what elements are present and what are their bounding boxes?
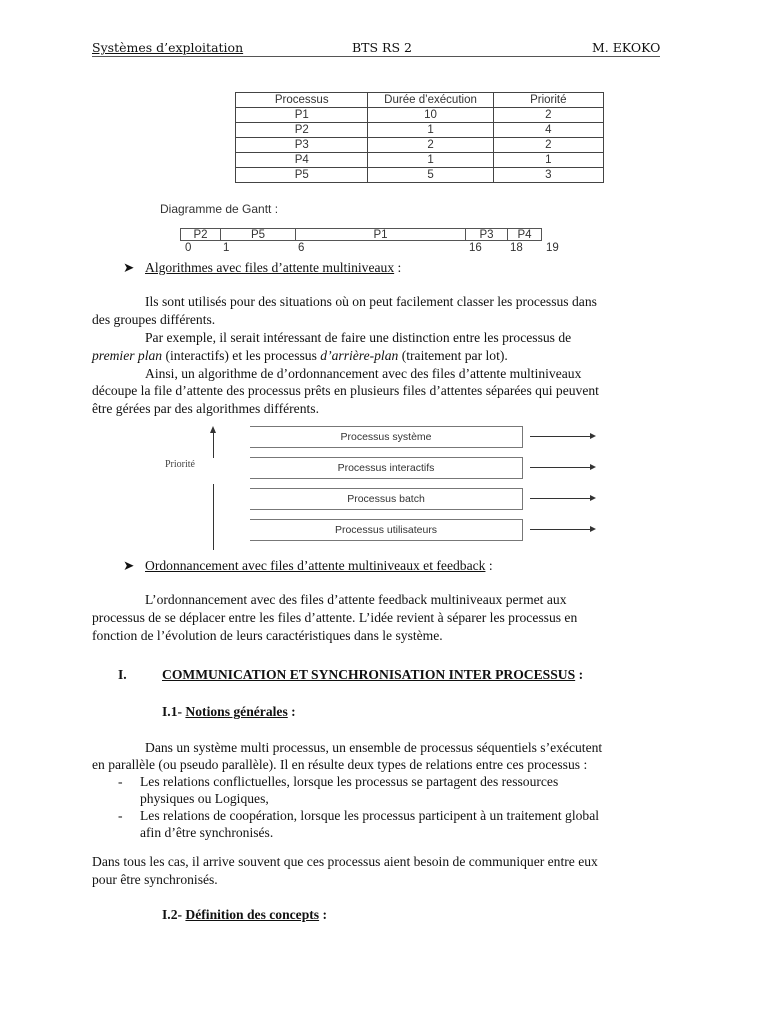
priority-arrow-icon: [213, 432, 214, 458]
section-number: I.: [118, 667, 127, 682]
header-rule: [92, 56, 660, 57]
cell: 2: [368, 138, 493, 153]
text-line: pour être synchronisés.: [92, 872, 218, 887]
cell: 2: [493, 108, 603, 123]
subsection-number: I.2-: [162, 907, 186, 922]
cell: P4: [236, 153, 368, 168]
header-class: BTS RS 2: [352, 40, 412, 55]
cell: 1: [493, 153, 603, 168]
text-line: des groupes différents.: [92, 312, 216, 327]
text-line: en parallèle (ou pseudo parallèle). Il en résulte deux types de relations entre ces processus :: [92, 757, 588, 772]
text-line: découpe la file d’attente des processus prêts en plusieurs files d’attentes séparées qui peuvent: [92, 383, 599, 398]
list-dash: -: [118, 808, 123, 823]
bullet-arrow-icon: ➤: [123, 260, 135, 275]
gantt-block: P3: [465, 228, 507, 241]
table-row: [236, 168, 604, 183]
text-line: Dans tous les cas, il arrive souvent que ces processus aient besoin de communiquer entre eux: [92, 854, 598, 869]
cell: P1: [236, 108, 368, 123]
colon: :: [575, 667, 584, 682]
gantt-tick: 16: [469, 242, 482, 254]
gantt-tick: 1: [223, 242, 230, 254]
cell: 5: [368, 168, 493, 183]
gantt-block: P5: [220, 228, 295, 241]
gantt-block: P4: [507, 228, 542, 241]
cell: 4: [493, 123, 603, 138]
colon: :: [287, 704, 296, 719]
queue-box: Processus utilisateurs: [250, 519, 523, 541]
list-item: Les relations de coopération, lorsque les processus participent à un traitement global: [140, 808, 600, 823]
table-row: [236, 108, 604, 123]
cell: 1: [368, 123, 493, 138]
column-header: Processus: [236, 93, 368, 108]
column-header: Durée d’exécution: [368, 93, 493, 108]
arrow-right-icon: [530, 498, 592, 499]
section-title: COMMUNICATION ET SYNCHRONISATION INTER PROCESSUS: [162, 667, 576, 682]
italic-term: premier plan: [92, 348, 163, 363]
bullet-arrow-icon: ➤: [123, 558, 135, 573]
gantt-block: P1: [295, 228, 465, 241]
gantt-tick: 19: [546, 242, 559, 254]
text-line: L’ordonnancement avec des files d’attente feedback multiniveaux permet aux: [145, 592, 567, 607]
text-line: Dans un système multi processus, un ensemble de processus séquentiels s’exécutent: [145, 740, 603, 755]
queue-box: Processus batch: [250, 488, 523, 510]
bullet-heading: Algorithmes avec files d’attente multiniveaux: [145, 260, 395, 275]
gantt-tick: 0: [185, 242, 192, 254]
text: (interactifs) et les processus: [162, 348, 321, 363]
cell: P3: [236, 138, 368, 153]
list-dash: -: [118, 774, 123, 789]
arrow-right-icon: [530, 467, 592, 468]
text-line: être gérées par des algorithmes différents.: [92, 401, 319, 416]
gantt-label: Diagramme de Gantt :: [160, 202, 279, 216]
list-item: physiques ou Logiques,: [140, 791, 269, 806]
text-line: Par exemple, il serait intéressant de faire une distinction entre les processus de: [145, 330, 572, 345]
table-row: [236, 123, 604, 138]
axis-label: Priorité: [165, 459, 195, 470]
gantt-tick: 6: [298, 242, 305, 254]
text-line: fonction de l’évolution de leurs caractéristiques dans le système.: [92, 628, 443, 643]
arrow-right-icon: [530, 529, 592, 530]
cell: 2: [493, 138, 603, 153]
table-row: [236, 153, 604, 168]
colon: :: [319, 907, 328, 922]
bullet-heading: Ordonnancement avec files d’attente multiniveaux et feedback: [145, 558, 486, 573]
text-line: processus de se déplacer entre les files d’attente. L’idée revient à séparer les processus en: [92, 610, 578, 625]
subsection-title: Notions générales: [185, 704, 288, 719]
table-header-row: [236, 93, 604, 108]
text-line: Ils sont utilisés pour des situations où on peut facilement classer les processus dans: [145, 294, 597, 309]
colon: :: [485, 558, 493, 573]
subsection-number: I.1-: [162, 704, 186, 719]
cell: 10: [368, 108, 493, 123]
arrow-right-icon: [530, 436, 592, 437]
header-author: M. EKOKO: [592, 40, 661, 55]
italic-term: d’arrière-plan: [320, 348, 399, 363]
subsection-title: Définition des concepts: [185, 907, 320, 922]
column-header: Priorité: [493, 93, 603, 108]
process-table: [235, 92, 604, 183]
arrow-head-icon: [210, 426, 216, 433]
list-item: Les relations conflictuelles, lorsque les processus se partagent des ressources: [140, 774, 559, 789]
list-item: afin d’être synchronisés.: [140, 825, 274, 840]
cell: P2: [236, 123, 368, 138]
cell: P5: [236, 168, 368, 183]
cell: 3: [493, 168, 603, 183]
text-line: Ainsi, un algorithme de d’ordonnancement avec des files d’attente multiniveaux: [145, 366, 582, 381]
table-row: [236, 138, 604, 153]
queue-box: Processus système: [250, 426, 523, 448]
cell: 1: [368, 153, 493, 168]
gantt-tick: 18: [510, 242, 523, 254]
queue-box: Processus interactifs: [250, 457, 523, 479]
header-course: Systèmes d’exploitation: [92, 40, 244, 55]
axis-line: [213, 484, 214, 550]
colon: :: [394, 260, 402, 275]
gantt-block: P2: [180, 228, 220, 241]
text: (traitement par lot).: [398, 348, 508, 363]
